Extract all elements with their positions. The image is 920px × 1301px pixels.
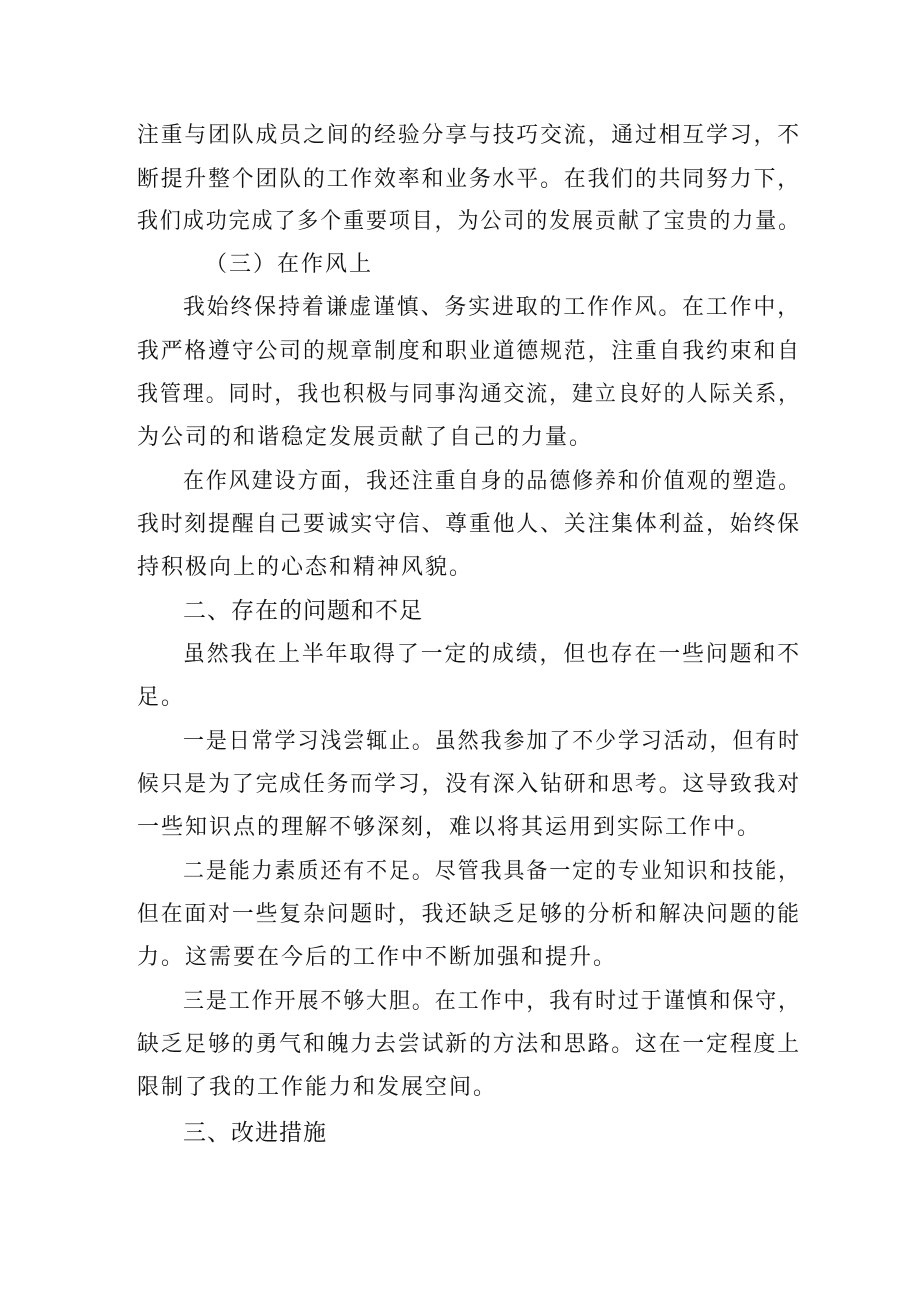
paragraph-line: 我时刻提醒自己要诚实守信、尊重他人、关注集体利益，始终保 <box>137 512 802 537</box>
paragraph-line: 我们成功完成了多个重要项目，为公司的发展贡献了宝贵的力量。 <box>137 209 801 234</box>
paragraph-line: 断提升整个团队的工作效率和业务水平。在我们的共同努力下， <box>137 167 802 192</box>
paragraph-line: 为公司的和谐稳定发展贡献了自己的力量。 <box>137 425 594 450</box>
paragraph-line: 力。这需要在今后的工作中不断加强和提升。 <box>137 945 618 970</box>
paragraph-line: 缺乏足够的勇气和魄力去尝试新的方法和思路。这在一定程度上 <box>137 1032 802 1057</box>
paragraph-line: 持积极向上的心态和精神风貌。 <box>137 555 474 580</box>
paragraph-line: 候只是为了完成任务而学习，没有深入钻研和思考。这导致我对 <box>137 772 802 797</box>
paragraph-line: 二是能力素质还有不足。尽管我具备一定的专业知识和技能， <box>183 859 802 884</box>
section-subheading: （三）在作风上 <box>205 252 374 277</box>
section-heading: 三、改进措施 <box>183 1120 327 1146</box>
paragraph-line: 我始终保持着谦虚谨慎、务实进取的工作作风。在工作中， <box>183 295 802 320</box>
paragraph-line: 我严格遵守公司的规章制度和职业道德规范，注重自我约束和自 <box>137 339 802 364</box>
paragraph-line: 虽然我在上半年取得了一定的成绩，但也存在一些问题和不 <box>183 642 802 667</box>
paragraph-line: 但在面对一些复杂问题时，我还缺乏足够的分析和解决问题的能 <box>137 902 802 927</box>
paragraph-line: 一些知识点的理解不够深刻，难以将其运用到实际工作中。 <box>137 815 762 840</box>
paragraph-line: 在作风建设方面，我还注重自身的品德修养和价值观的塑造。 <box>183 469 802 494</box>
paragraph-line: 限制了我的工作能力和发展空间。 <box>137 1075 498 1100</box>
paragraph-line: 一是日常学习浅尝辄止。虽然我参加了不少学习活动，但有时 <box>183 729 802 754</box>
paragraph-line: 我管理。同时，我也积极与同事沟通交流，建立良好的人际关系， <box>137 382 801 407</box>
paragraph-line: 注重与团队成员之间的经验分享与技巧交流，通过相互学习，不 <box>137 123 802 148</box>
paragraph-line: 足。 <box>137 685 186 710</box>
paragraph-line: 三是工作开展不够大胆。在工作中，我有时过于谨慎和保守， <box>183 989 802 1014</box>
section-heading: 二、存在的问题和不足 <box>183 598 423 624</box>
